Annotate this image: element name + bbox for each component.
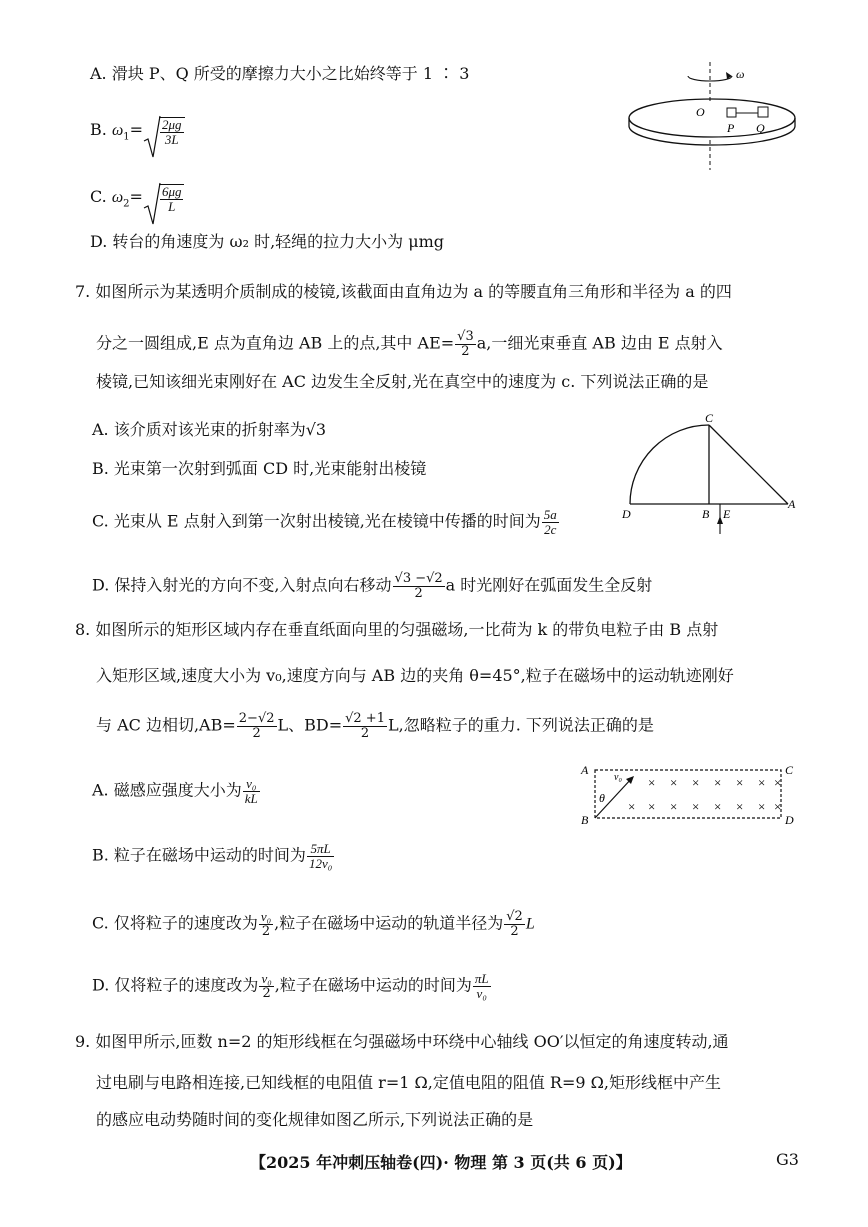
field-cross: × [692, 799, 700, 814]
q6-option-c-sqrt [143, 182, 185, 213]
q6-option-b-prefix: B. [90, 120, 107, 140]
label-d: D [622, 507, 631, 521]
q7-option-d-num: √3 −√2 [394, 571, 443, 586]
q7-stem-line1: 7. 如图所示为某透明介质制成的棱镜,该截面由直角边为 a 的等腰直角三角形和半径为 a 的四 [75, 282, 732, 301]
q8-option-b-den: 12v₀ [308, 855, 333, 871]
q8-option-c-c: L [525, 915, 535, 933]
q8-bd-num: √2 +1 [345, 711, 385, 726]
q8-option-a-den: kL [244, 790, 258, 806]
q8-stem-line3-b: L、BD= [277, 715, 343, 735]
q8-option-d-num2: πL [474, 971, 489, 986]
field-cross: × [628, 799, 636, 814]
q8-option-a [92, 777, 261, 805]
label-a: A [581, 763, 589, 777]
field-crosses [628, 775, 781, 814]
turntable-top-ellipse [629, 99, 795, 137]
q7-option-d [92, 572, 652, 600]
q7-stem-line2 [96, 330, 723, 358]
block-p [727, 108, 736, 117]
q7-prism-figure [620, 412, 800, 536]
q8-option-c-den2: 2 [510, 923, 519, 939]
q8-option-c-a: C. 仅将粒子的速度改为 [92, 913, 258, 933]
q8-option-b-num: 5πL [307, 842, 334, 857]
q6-option-b-den: 3L [164, 131, 179, 147]
q8-option-a-a: A. 磁感应强度大小为 [92, 780, 242, 800]
label-a: A [788, 497, 796, 511]
q9-stem-line1: 9. 如图甲所示,匝数 n=2 的矩形线框在匀强磁场中环绕中心轴线 OO′以恒定的角速度转动,通 [75, 1032, 729, 1051]
q6-option-c-prefix: C. [90, 187, 107, 207]
q7-stem-line2-b: a,一细光束垂直 AB 边由 E 点射入 [476, 333, 723, 353]
q8-option-b [92, 842, 335, 870]
q6-option-b-omega: ω [111, 122, 124, 140]
q7-option-d-a: D. 保持入射光的方向不变,入射点向右移动 [92, 575, 392, 595]
field-cross: × [692, 775, 700, 790]
label-o: O [696, 105, 705, 119]
q6-turntable-figure [626, 62, 804, 172]
field-rectangle [595, 770, 781, 818]
q6-option-c: C. $\omega_2=$ $\frac{6\mu g}{L}$ [90, 182, 184, 213]
arc-cd [630, 425, 709, 504]
q6-option-d: D. 转台的角速度为 ω₂ 时,轻绳的拉力大小为 μmg [90, 232, 445, 251]
label-c: C [785, 763, 794, 777]
label-e: E [723, 507, 731, 521]
q8-option-c-b: ,粒子在磁场中运动的轨道半径为 [274, 913, 504, 933]
q8-option-a-num: v₀ [243, 777, 260, 792]
field-cross: × [736, 775, 744, 790]
edge-ca [709, 425, 788, 504]
q7-option-c-den: 2c [544, 521, 557, 537]
label-b: B [702, 507, 710, 521]
q7-ae-den: 2 [461, 343, 470, 359]
q7-option-d-b: a 时光刚好在弧面发生全反射 [445, 575, 653, 595]
q6-option-b-sqrt [143, 115, 185, 146]
q8-option-c-den1: 2 [261, 923, 271, 939]
q8-stem-line1: 8. 如图所示的矩形区域内存在垂直纸面向里的匀强磁场,一比荷为 k 的带负电粒子由 B 点射 [75, 620, 719, 639]
q6-option-a: A. 滑块 P、Q 所受的摩擦力大小之比始终等于 1 ∶ 3 [90, 64, 470, 83]
q8-ab-den: 2 [252, 725, 261, 741]
q8-option-d-num1: v₀ [261, 971, 272, 986]
page-footer-code: G3 [776, 1150, 799, 1169]
q8-option-d [92, 972, 492, 1000]
q8-bd-den: 2 [360, 725, 370, 741]
q8-option-d-b: ,粒子在磁场中运动的时间为 [274, 975, 472, 995]
label-b: B [581, 813, 589, 827]
field-cross: × [758, 799, 766, 814]
q6-option-b-sub: 1 [123, 131, 130, 143]
field-cross: × [648, 775, 656, 790]
q8-option-d-den1: 2 [262, 985, 271, 1001]
q7-stem-line2-a: 分之一圆组成,E 点为直角边 AB 上的点,其中 AE= [96, 333, 455, 353]
q6-option-b: B. $\omega_1=$ $\frac{2\mu g}{3L}$ [90, 115, 185, 146]
field-cross: × [648, 799, 656, 814]
label-c: C [705, 412, 714, 425]
field-cross: × [774, 775, 782, 790]
page-footer-title: 【2025 年冲刺压轴卷(四)· 物理 第 3 页(共 6 页)】 [250, 1153, 632, 1172]
q8-option-c-num2: √2 [506, 909, 523, 924]
q7-option-b: B. 光束第一次射到弧面 CD 时,光束能射出棱镜 [92, 459, 427, 478]
q6-option-c-omega: ω [111, 189, 124, 207]
field-cross: × [714, 775, 722, 790]
label-v0: v₀ [614, 772, 622, 783]
q6-option-b-num: 2μg [162, 117, 182, 132]
field-cross: × [774, 799, 782, 814]
label-theta: θ [599, 791, 605, 805]
q8-stem-line3 [96, 712, 654, 740]
label-p: P [727, 121, 735, 135]
field-cross: × [714, 799, 722, 814]
q8-option-d-a: D. 仅将粒子的速度改为 [92, 975, 259, 995]
q7-option-c [92, 508, 560, 536]
q7-option-d-den: 2 [414, 585, 423, 601]
q6-option-c-sub: 2 [123, 198, 130, 210]
q7-option-c-num: 5a [543, 507, 557, 522]
label-d: D [785, 813, 794, 827]
q6-option-c-num: 6μg [161, 184, 182, 199]
omega-label: ω [736, 67, 745, 81]
field-cross: × [736, 799, 744, 814]
q7-option-c-a: C. 光束从 E 点射入到第一次射出棱镜,光在棱镜中传播的时间为 [92, 511, 541, 531]
q8-option-d-den2: v₀ [476, 985, 487, 1001]
field-cross: × [670, 799, 678, 814]
q8-stem-line3-c: L,忽略粒子的重力. 下列说法正确的是 [387, 715, 654, 735]
q8-option-b-a: B. 粒子在磁场中运动的时间为 [92, 845, 306, 865]
q7-option-a: A. 该介质对该光束的折射率为√3 [92, 420, 327, 439]
q8-stem-line3-a: 与 AC 边相切,AB= [96, 715, 236, 735]
q8-option-c [92, 910, 535, 938]
q8-ab-num: 2−√2 [238, 711, 275, 726]
q8-stem-line2: 入矩形区域,速度大小为 v₀,速度方向与 AB 边的夹角 θ=45°,粒子在磁场中的运动轨迹刚好 [96, 666, 734, 685]
field-cross: × [758, 775, 766, 790]
q6-option-c-den: L [168, 198, 176, 214]
q8-field-figure [578, 760, 800, 828]
q7-stem-line3: 棱镜,已知该细光束刚好在 AC 边发生全反射,光在真空中的速度为 c. 下列说法正确的是 [96, 372, 709, 391]
block-q [758, 107, 768, 117]
label-q: Q [756, 121, 765, 135]
q9-stem-line3: 的感应电动势随时间的变化规律如图乙所示,下列说法正确的是 [96, 1110, 534, 1129]
q8-option-c-num1: v₀ [260, 909, 272, 924]
q9-stem-line2: 过电刷与电路相连接,已知线框的电阻值 r=1 Ω,定值电阻的阻值 R=9 Ω,矩形线框中产生 [96, 1073, 722, 1092]
field-cross: × [670, 775, 678, 790]
q7-ae-num: √3 [457, 329, 474, 344]
